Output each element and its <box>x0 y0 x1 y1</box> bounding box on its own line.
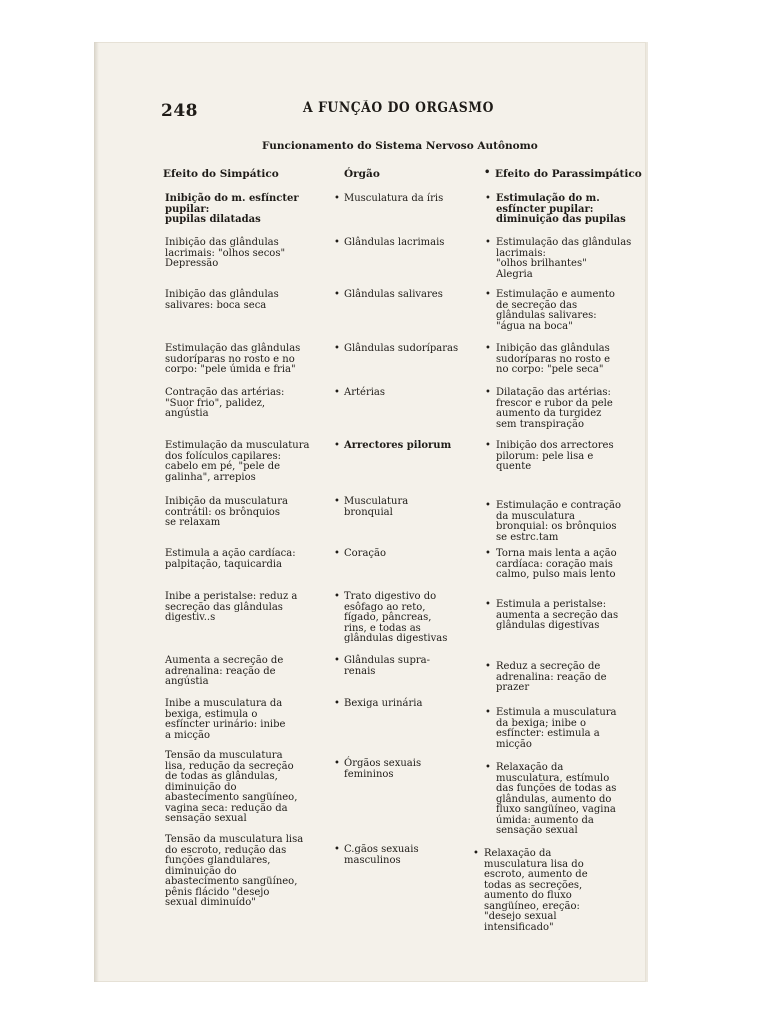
parasympathetic-effect: Torna mais lenta a ação cardíaca: coração mais calmo, pulso mais lento <box>496 548 617 580</box>
page-gutter-shadow <box>94 42 99 982</box>
parasympathetic-effect: Inibição das glândulas sudoríparas no rosto e no corpo: "pele seca" <box>496 343 611 375</box>
sympathetic-effect: Estimulação da musculatura dos folículos capilares: cabelo em pé, "pele de galinha", arrepios <box>165 440 310 483</box>
organ-name: Órgãos sexuais femininos <box>344 758 422 780</box>
bullet: • <box>485 237 491 248</box>
bullet: • <box>334 237 340 248</box>
sympathetic-effect: Inibe a musculatura da bexiga, estimula o esfíncter urinário: inibe a micção <box>165 698 286 741</box>
sympathetic-effect: Inibição do m. esfíncter pupilar: pupilas dilatadas <box>165 193 299 225</box>
bullet: • <box>485 343 491 354</box>
organ-name: Glândulas supra- renais <box>344 655 430 677</box>
bullet: • <box>334 193 340 204</box>
bullet: • <box>334 758 340 769</box>
bullet: • <box>334 440 340 451</box>
bullet: • <box>334 591 340 602</box>
parasympathetic-effect: Estimulação do m. esfíncter pupilar: diminuição das pupilas <box>496 193 626 225</box>
organ-name: Musculatura da íris <box>344 193 444 204</box>
organ-name: Glândulas salivares <box>344 289 443 300</box>
running-head: A FUNÇÃO DO ORGASMO <box>303 100 494 116</box>
sympathetic-effect: Inibição das glândulas salivares: boca seca <box>165 289 279 311</box>
sympathetic-effect: Aumenta a secreção de adrenalina: reação de angústia <box>165 655 284 687</box>
bullet: • <box>484 167 491 178</box>
sympathetic-effect: Contração das artérias: "Suor frio", palidez, angústia <box>165 387 285 419</box>
bullet: • <box>334 844 340 855</box>
organ-name: Glândulas lacrimais <box>344 237 445 248</box>
organ-name: Glândulas sudoríparas <box>344 343 459 354</box>
bullet: • <box>334 289 340 300</box>
bullet: • <box>485 548 491 559</box>
parasympathetic-effect: Relaxação da musculatura lisa do escroto, aumento de todas as secreções, aumento do fluxo sangüíneo, ereção: "desejo sexual intensificado" <box>484 848 588 933</box>
sympathetic-effect: Inibição da musculatura contrátil: os brônquios se relaxam <box>165 496 288 528</box>
column-header-sympathetic: Efeito do Simpático <box>163 168 279 180</box>
parasympathetic-effect: Estimulação e contração da musculatura bronquial: os brônquios se estrc.tam <box>496 500 621 543</box>
sympathetic-effect: Estimulação das glândulas sudoríparas no rosto e no corpo: "pele úmida e fria" <box>165 343 301 375</box>
sympathetic-effect: Estimula a ação cardíaca: palpitação, taquicardia <box>165 548 296 570</box>
sympathetic-effect: Inibição das glândulas lacrimais: "olhos secos" Depressão <box>165 237 286 269</box>
bullet: • <box>485 500 491 511</box>
sympathetic-effect: Tensão da musculatura lisa, redução da secreção de todas as glândulas, diminuição do abastecimento sangüíneo, vagina seca: redução da sensação sexual <box>165 750 298 824</box>
parasympathetic-effect: Estimula a peristalse: aumenta a secreção das glândulas digestivas <box>496 599 619 631</box>
page-number: 248 <box>161 101 198 121</box>
parasympathetic-effect: Estimulação das glândulas lacrimais: "olhos brilhantes" Alegria <box>496 237 632 280</box>
organ-name: Artérias <box>344 387 386 398</box>
bullet: • <box>485 387 491 398</box>
organ-name: Coração <box>344 548 386 559</box>
organ-name: Trato digestivo do esôfago ao reto, fígado, pâncreas, rins, e todas as glândulas digestivas <box>344 591 448 644</box>
parasympathetic-effect: Inibição dos arrectores pilorum: pele lisa e quente <box>496 440 614 472</box>
bullet: • <box>485 440 491 451</box>
parasympathetic-effect: Reduz a secreção de adrenalina: reação de prazer <box>496 661 607 693</box>
bullet: • <box>334 387 340 398</box>
parasympathetic-effect: Estimula a musculatura da bexiga; inibe o esfíncter: estimula a micção <box>496 707 617 750</box>
parasympathetic-effect: Estimulação e aumento de secreção das glândulas salivares: "água na boca" <box>496 289 615 332</box>
bullet: • <box>473 848 479 859</box>
table-title: Funcionamento do Sistema Nervoso Autônomo <box>262 140 538 152</box>
organ-name: C.gãos sexuais masculinos <box>344 844 419 866</box>
bullet: • <box>485 599 491 610</box>
bullet: • <box>485 661 491 672</box>
sympathetic-effect: Tensão da musculatura lisa do escroto, redução das funções glandulares, diminuição do abastecimento sangüíneo, pênis flácido "desejo sexual diminuído" <box>165 834 304 908</box>
parasympathetic-effect: Dilatação das artérias: frescor e rubor da pele aumento da turgidez sem transpiração <box>496 387 613 430</box>
organ-name: Musculatura bronquial <box>344 496 409 518</box>
bullet: • <box>334 496 340 507</box>
bullet: • <box>485 193 491 204</box>
column-header-parasympathetic: Efeito do Parassimpático <box>495 168 642 180</box>
bullet: • <box>485 762 491 773</box>
bullet: • <box>334 343 340 354</box>
parasympathetic-effect: Relaxação da musculatura, estímulo das funções de todas as glândulas, aumento do fluxo sangüíneo, vagina úmida: aumento da sensação sexual <box>496 762 617 836</box>
bullet: • <box>334 698 340 709</box>
organ-name: Arrectores pilorum <box>344 440 452 451</box>
organ-name: Bexiga urinária <box>344 698 423 709</box>
bullet: • <box>485 289 491 300</box>
sympathetic-effect: Inibe a peristalse: reduz a secreção das glândulas digestiv..s <box>165 591 298 623</box>
bullet: • <box>334 548 340 559</box>
column-header-organ: Órgão <box>344 168 380 180</box>
bullet: • <box>485 707 491 718</box>
bullet: • <box>334 655 340 666</box>
